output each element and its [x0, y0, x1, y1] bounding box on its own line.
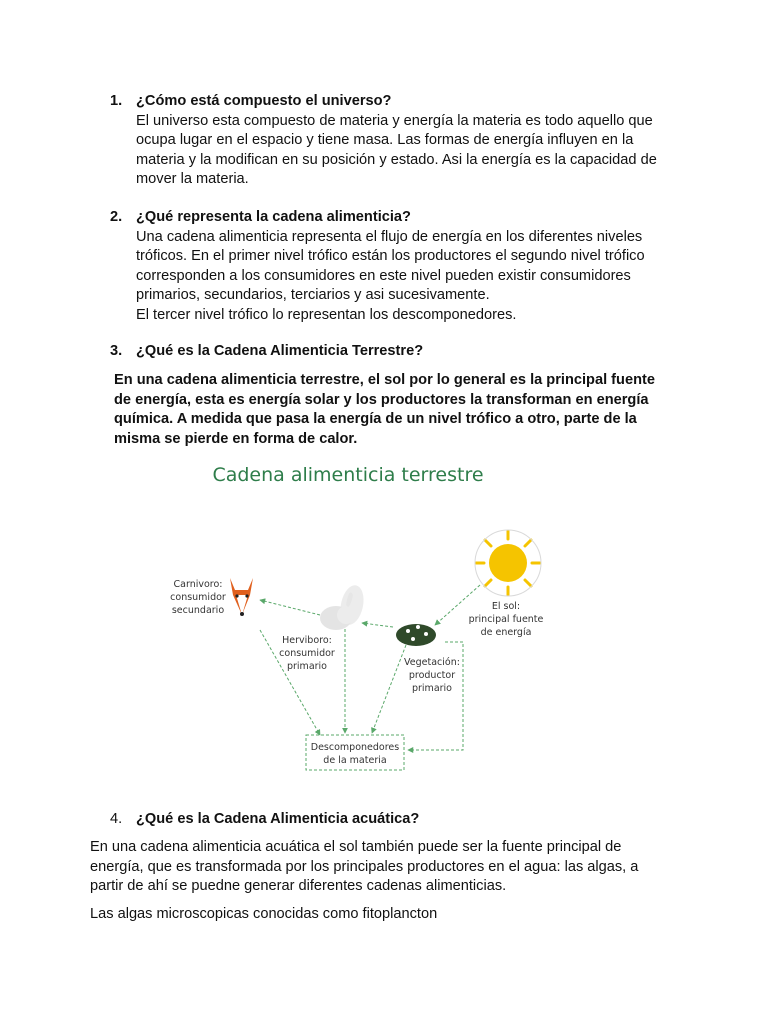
answer-line: mover la materia. [136, 171, 249, 188]
svg-text:consumidor: consumidor [279, 648, 335, 659]
terrestre-paragraph [114, 371, 664, 449]
arrow-vegetation-to-herbivore [362, 623, 393, 627]
paragraph-line: misma se pierde en forma de calor. [114, 430, 358, 447]
diagram-title: Cadena alimenticia terrestre [212, 464, 484, 486]
sol-label [469, 601, 544, 638]
answer-line: tróficos. En el primer nivel trófico están los productores el segundo nivel trófico [136, 248, 645, 265]
paragraph-line: partir de ahí se puedne generar diferentes cadenas alimenticias. [90, 878, 507, 895]
question-title: ¿Cómo está compuesto el universo? [136, 93, 392, 109]
question-number: 1. [110, 93, 123, 109]
bush-icon [396, 624, 436, 646]
food-chain-diagram [140, 455, 640, 785]
arrow-vegetation-to-decomposers [372, 645, 406, 733]
question-number: 3. [110, 343, 123, 359]
question-title: ¿Qué representa la cadena alimenticia? [136, 209, 411, 225]
svg-text:consumidor: consumidor [170, 592, 226, 603]
svg-text:secundario: secundario [171, 605, 225, 616]
svg-text:de energía: de energía [480, 627, 532, 638]
last-line: Las algas microscopicas conocidas como fitoplancton [90, 906, 438, 922]
paragraph-line: energía, que es transformada por los principales productores en el agua: las algas, a [90, 858, 639, 875]
paragraph-line: de energía, esta es energía solar y los productores la transforman en energía [114, 391, 649, 408]
paragraph-line: En una cadena alimenticia terrestre, el sol por lo general es la principal fuente [114, 372, 655, 388]
paragraph-line: En una cadena alimenticia acuática el sol también puede ser la fuente principal de [90, 839, 622, 855]
answer-line: El universo esta compuesto de materia y energía la materia es todo aquello que [136, 112, 653, 129]
question-title: ¿Qué es la Cadena Alimenticia Terrestre? [136, 343, 424, 359]
svg-text:principal fuente: principal fuente [468, 614, 544, 625]
descomponedores-label: Descomponedores [310, 742, 400, 753]
carnivoro-label [170, 579, 226, 616]
sun-icon [475, 530, 541, 596]
arrow-herbivore-to-carnivore [260, 600, 320, 615]
herbivoro-label [279, 635, 335, 672]
answer-line: Una cadena alimenticia representa el flujo de energía en los diferentes niveles [136, 228, 643, 245]
question-number: 4. [110, 811, 123, 827]
answer-line: El tercer nivel trófico lo representan los descomponedores. [136, 306, 517, 323]
rabbit-icon [320, 583, 367, 630]
acuatica-paragraph [90, 838, 680, 897]
svg-text:productor: productor [408, 670, 456, 681]
question-number: 2. [110, 209, 123, 225]
paragraph-line: química. A medida que pasa la energía de un nivel trófico a otro, parte de la [114, 411, 637, 428]
svg-text:El sol:: El sol: [491, 601, 521, 612]
answer-line: ocupa lugar en el espacio y tiene masa. Las formas de energía influyen en la [136, 132, 634, 149]
answer-line: primarios, secundarios, terciarios y asi sucesivamente. [136, 287, 490, 304]
answer-text [136, 112, 671, 190]
svg-text:Vegetación:: Vegetación: [404, 657, 460, 668]
svg-text:Carnivoro:: Carnivoro: [173, 579, 223, 590]
svg-text:primario: primario [411, 683, 453, 694]
fox-icon [230, 578, 253, 616]
question-title: ¿Qué es la Cadena Alimenticia acuática? [136, 811, 420, 827]
answer-line: corresponden a los consumidores en este nivel pueden existir consumidores [136, 267, 631, 284]
answer-line: materia y la modifican en su posición y estado. Asi la energía es la capacidad de [136, 151, 657, 168]
svg-text:Herviboro:: Herviboro: [282, 635, 332, 646]
answer-text [136, 228, 671, 326]
descomponedores-label: de la materia [323, 755, 387, 766]
svg-text:primario: primario [286, 661, 328, 672]
vegetacion-label [404, 657, 460, 694]
